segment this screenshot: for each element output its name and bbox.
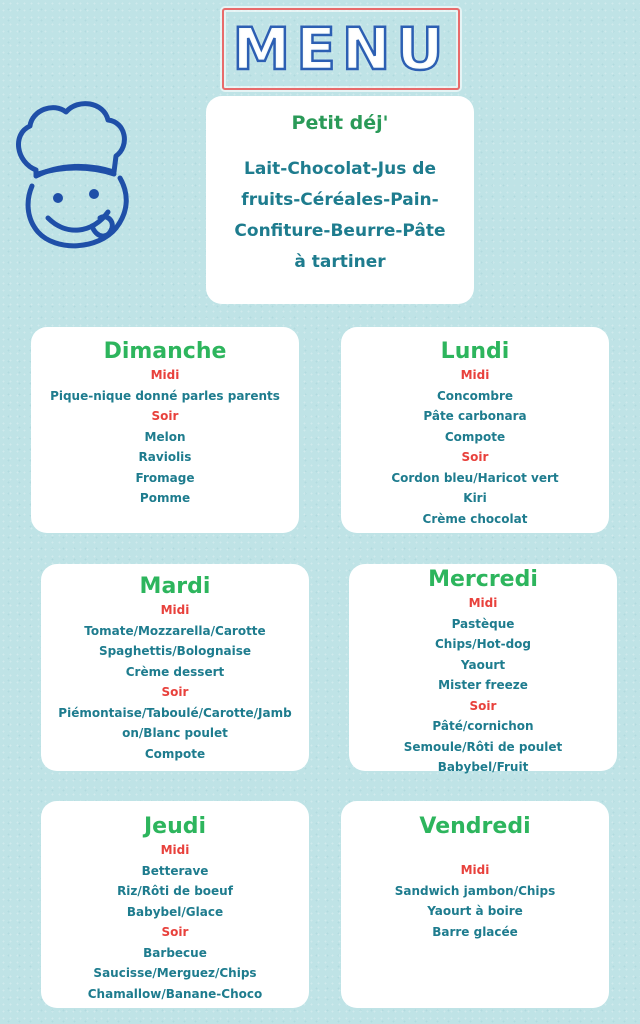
day-title: Mercredi — [428, 567, 538, 592]
menu-item: Semoule/Rôti de poulet — [403, 739, 563, 754]
meal-slot-label: Midi — [150, 368, 180, 382]
menu-item: Riz/Rôti de boeuf — [117, 884, 233, 898]
menu-item: Yaourt à boire — [427, 904, 523, 918]
menu-item: Crème dessert — [125, 664, 225, 679]
day-title: Vendredi — [419, 814, 531, 839]
day-card-vendredi — [341, 801, 609, 1008]
menu-item: Babybel/Glace — [126, 904, 224, 919]
day-title: Jeudi — [143, 814, 207, 839]
menu-item: Piémontaise/Taboulé/Carotte/Jamb — [58, 705, 292, 720]
breakfast-line: Lait-Chocolat-Jus de — [244, 159, 436, 179]
meal-slot-label: Midi — [160, 603, 190, 617]
menu-item: Melon — [144, 429, 186, 444]
breakfast-line: fruits-Céréales-Pain- — [241, 190, 439, 210]
breakfast-description — [206, 154, 474, 278]
menu-item: Barre glacée — [432, 924, 518, 939]
menu-item: on/Blanc poulet — [122, 726, 228, 740]
menu-item: Pique-nique donné parles parents — [50, 388, 280, 403]
day-title: Mardi — [139, 574, 211, 599]
menu-item: Mister freeze — [438, 678, 528, 692]
menu-item: Spaghettis/Bolognaise — [98, 644, 252, 658]
meal-slot-label: Midi — [460, 863, 490, 877]
menu-item: Saucisse/Merguez/Chips — [93, 966, 257, 980]
meal-slot-label: Soir — [461, 450, 489, 464]
breakfast-card — [206, 96, 474, 304]
meal-slot-label: Midi — [468, 596, 498, 610]
menu-item: Compote — [444, 429, 506, 444]
menu-title: MENU — [232, 15, 450, 83]
menu-item: Kiri — [463, 491, 487, 505]
breakfast-title: Petit déj' — [291, 112, 389, 134]
breakfast-line: à tartiner — [294, 252, 386, 272]
chef-smiley-icon — [8, 90, 136, 260]
menu-item: Betterave — [141, 863, 209, 878]
menu-item: Fromage — [135, 470, 195, 485]
menu-item: Pâté/cornichon — [432, 719, 534, 733]
menu-item: Pâte carbonara — [423, 409, 527, 423]
meal-slot-label: Soir — [161, 685, 189, 699]
day-card-lundi — [341, 327, 609, 533]
menu-item: Yaourt — [460, 657, 506, 672]
menu-item: Sandwich jambon/Chips — [394, 883, 556, 898]
menu-item: Cordon bleu/Haricot vert — [391, 470, 559, 485]
menu-item: Tomate/Mozzarella/Carotte — [84, 623, 266, 638]
menu-item: Compote — [144, 746, 206, 761]
menu-item: Pastèque — [451, 616, 515, 631]
menu-item: Babybel/Fruit — [437, 760, 529, 774]
day-card-mardi — [41, 564, 309, 771]
menu-title-frame — [222, 8, 460, 90]
menu-item: Chips/Hot-dog — [434, 637, 531, 651]
menu-item: Barbecue — [143, 945, 207, 960]
meal-slot-label: Midi — [160, 843, 190, 857]
menu-item: Concombre — [436, 388, 514, 403]
meal-slot-label: Soir — [161, 925, 189, 939]
meal-slot-label: Soir — [469, 698, 497, 713]
day-card-mercredi — [349, 564, 617, 774]
day-card-dimanche — [31, 327, 299, 533]
menu-item: Pomme — [139, 491, 191, 505]
day-title: Dimanche — [103, 339, 227, 364]
day-title: Lundi — [440, 339, 510, 364]
menu-item: Chamallow/Banane-Choco — [87, 986, 263, 1001]
meal-slot-label: Midi — [460, 368, 490, 382]
meal-slot-label: Soir — [151, 409, 179, 423]
menu-item: Raviolis — [138, 450, 192, 464]
menu-item: Crème chocolat — [422, 511, 528, 526]
day-card-jeudi — [41, 801, 309, 1008]
breakfast-line: Confiture-Beurre-Pâte — [234, 221, 446, 241]
